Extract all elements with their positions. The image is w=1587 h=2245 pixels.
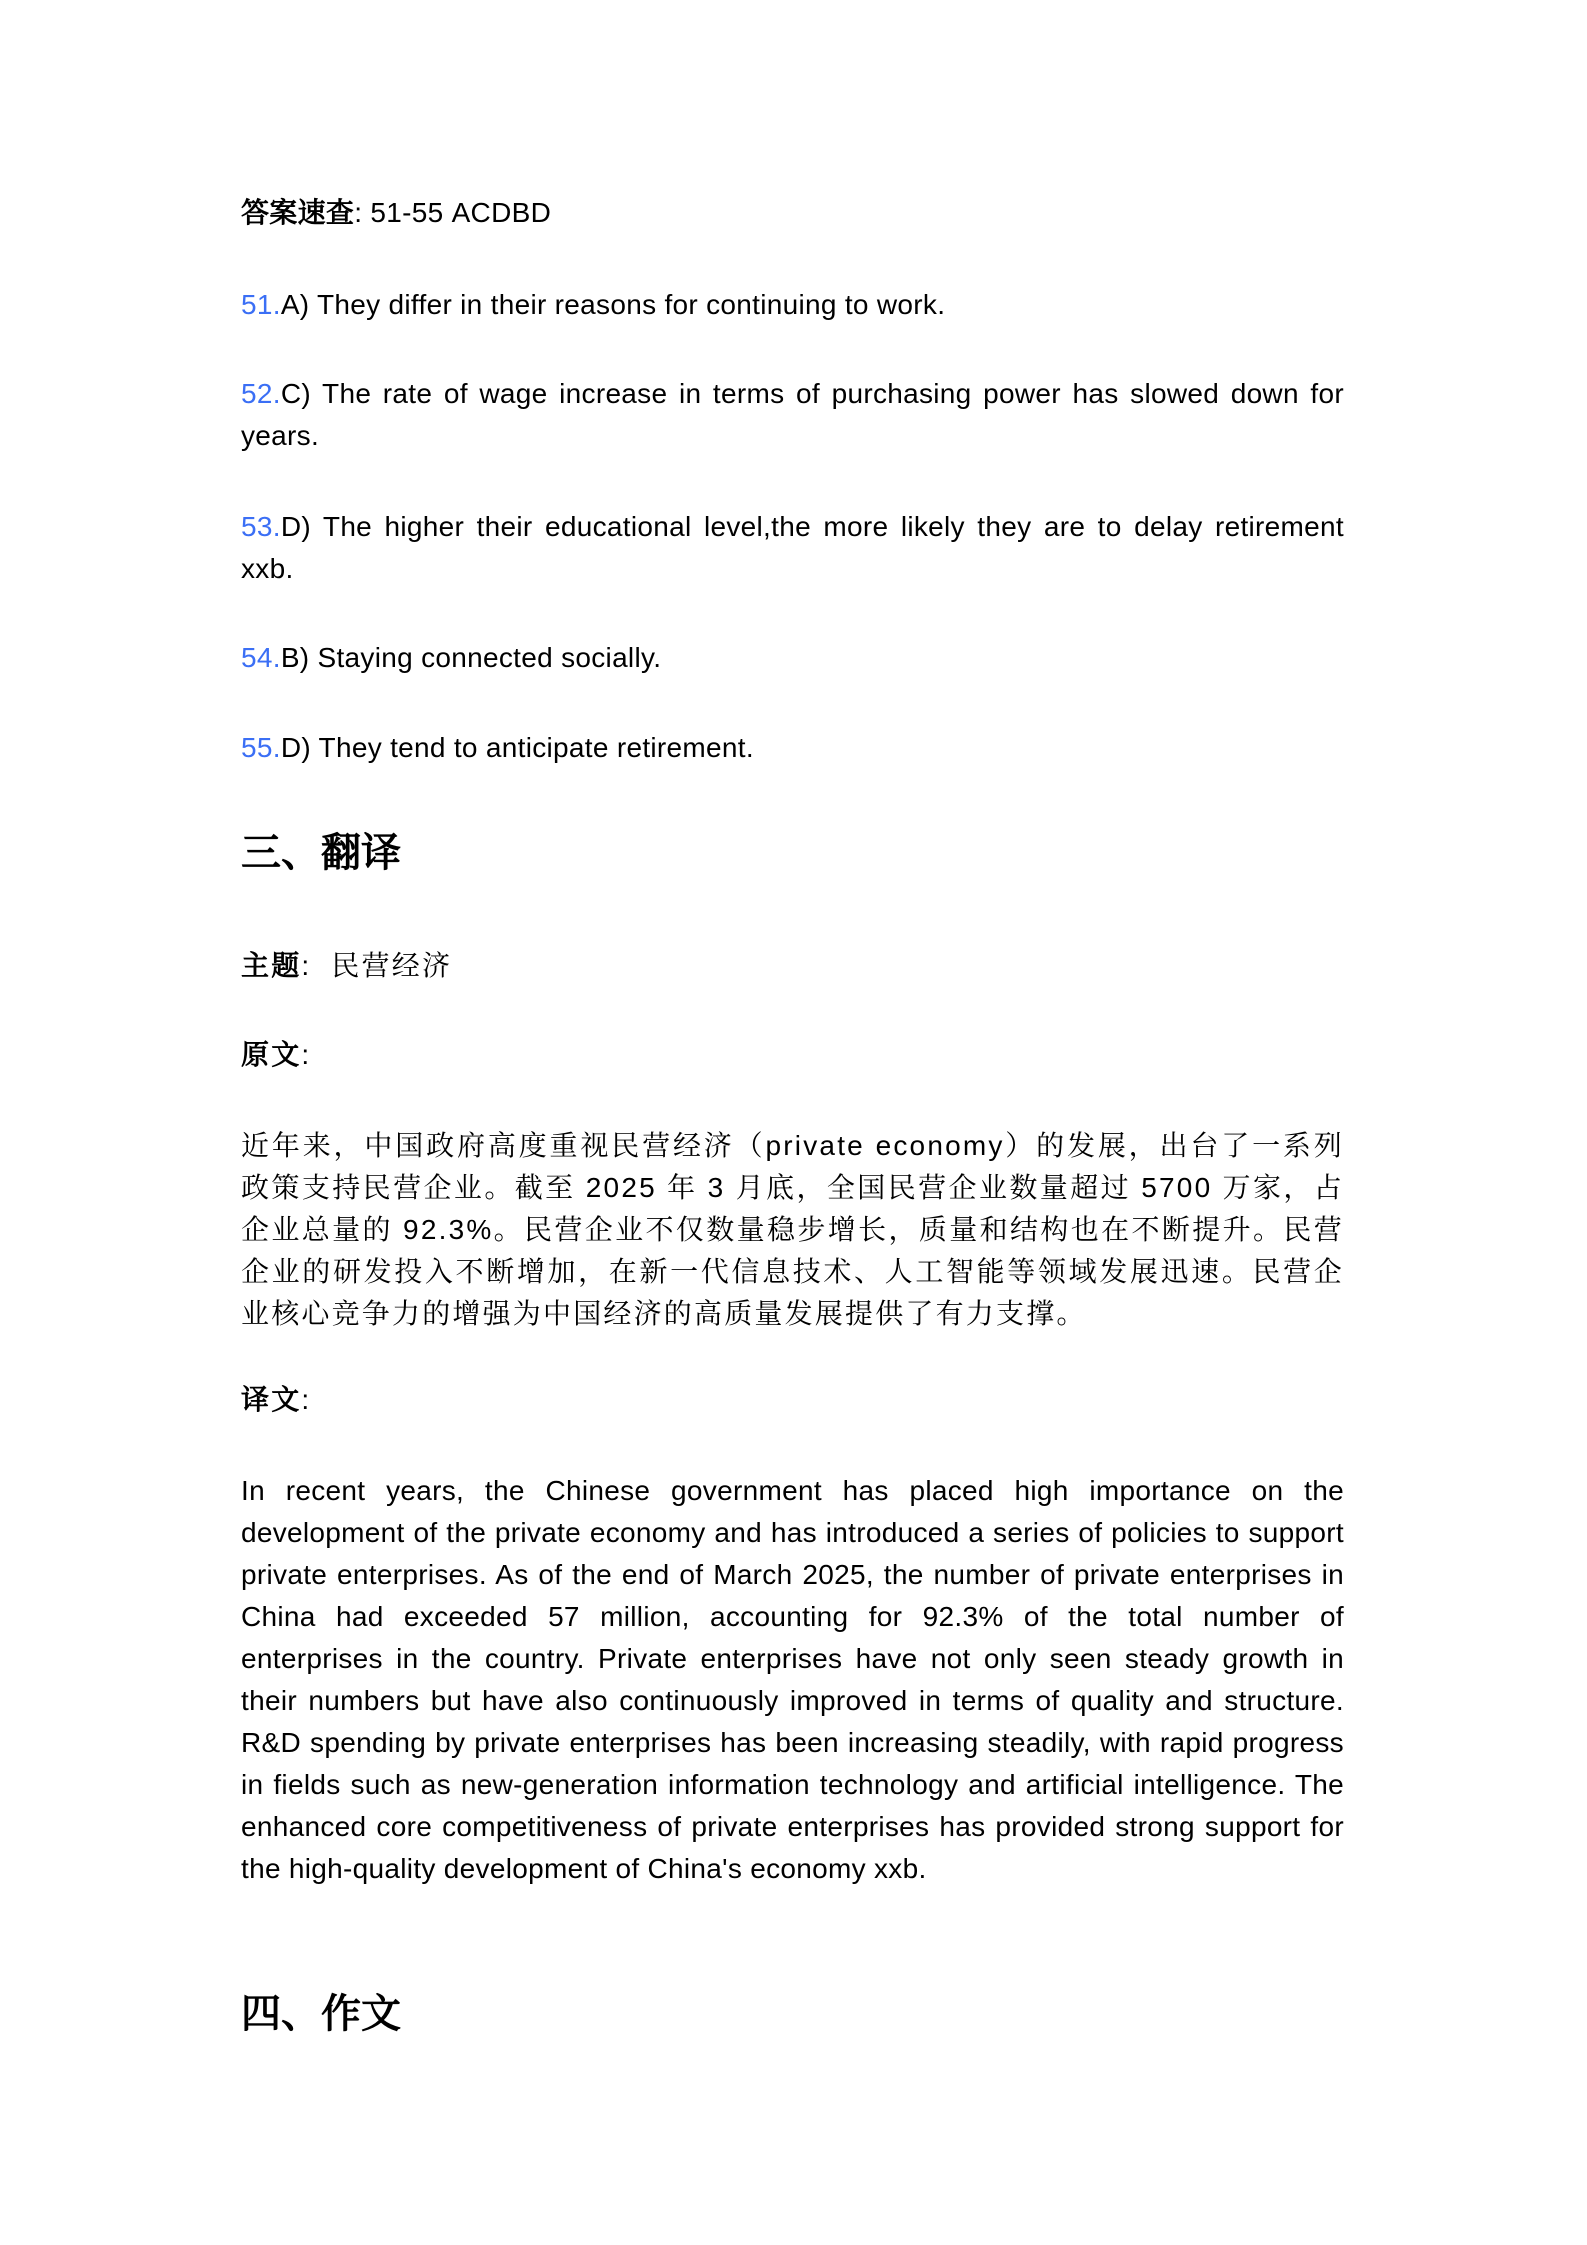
topic-label: 主题 bbox=[241, 950, 302, 981]
original-colon: : bbox=[301, 1039, 312, 1070]
translation-label: 译文 bbox=[241, 1384, 302, 1415]
original-label-line bbox=[241, 1034, 1344, 1076]
answer-text: D) They tend to anticipate retirement. bbox=[280, 732, 754, 763]
answer-key bbox=[241, 192, 1344, 234]
answer-key-colon: : bbox=[354, 197, 363, 228]
section-heading-translation: 三、翻译 bbox=[241, 831, 401, 875]
answer-item bbox=[241, 506, 1344, 590]
answer-item bbox=[241, 727, 1344, 769]
answer-text: B) Staying connected socially. bbox=[280, 642, 662, 673]
answer-text: A) They differ in their reasons for continuing to work. bbox=[280, 289, 946, 320]
translation-label-line bbox=[241, 1379, 1344, 1421]
answer-number: 52. bbox=[241, 378, 281, 409]
answer-item bbox=[241, 637, 1344, 679]
answer-number: 54. bbox=[241, 642, 281, 673]
answer-key-label: 答案速查 bbox=[241, 197, 355, 228]
translation-colon: : bbox=[301, 1384, 312, 1415]
original-chinese-text: 近年来，中国政府高度重视民营经济（private economy）的发展，出台了一系列政策支持民营企业。截至 2025 年 3 月底，全国民营企业数量超过 5700 万家，占企业总量的 92.3%。民营企业不仅数量稳步增长，质量和结构也在不断提升。民营企业的研发投入不断增加，在新一代信息技术、人工智能等领域发展迅速。民营企业核心竞争力的增强为中国经济的高质量发展提供了有力支撑。 bbox=[241, 1130, 1344, 1329]
topic-line bbox=[241, 945, 1344, 987]
original-label: 原文 bbox=[241, 1039, 302, 1070]
topic-value: 民营经济 bbox=[331, 950, 453, 981]
answer-text: D) The higher their educational level,the more likely they are to delay retirement xxb. bbox=[241, 511, 1344, 584]
answer-number: 51. bbox=[241, 289, 281, 320]
answer-number: 53. bbox=[241, 511, 281, 542]
answer-item bbox=[241, 373, 1344, 457]
english-translation-text: In recent years, the Chinese government has placed high importance on the development of the private economy and has introduced a series of policies to support private enterprises. As of the end of March 2025, the number of private enterprises in China had exceeded 57 million, accounting for 92.3% of the total number of enterprises in the country. Private enterprises have not only seen steady growth in their numbers but have also continuously improved in terms of quality and structure. R&D spending by private enterprises has been increasing steadily, with rapid progress in fields such as new-generation information technology and artificial intelligence. The enhanced core competitiveness of private enterprises has provided strong support for the high-quality development of China's economy xxb. bbox=[241, 1475, 1344, 1884]
answer-item bbox=[241, 284, 1344, 326]
topic-colon: : bbox=[301, 950, 312, 981]
section-heading-essay: 四、作文 bbox=[241, 1992, 401, 2036]
answer-number: 55. bbox=[241, 732, 281, 763]
answer-text: C) The rate of wage increase in terms of purchasing power has slowed down for years. bbox=[241, 378, 1344, 451]
answer-key-value: 51-55 ACDBD bbox=[370, 197, 552, 228]
